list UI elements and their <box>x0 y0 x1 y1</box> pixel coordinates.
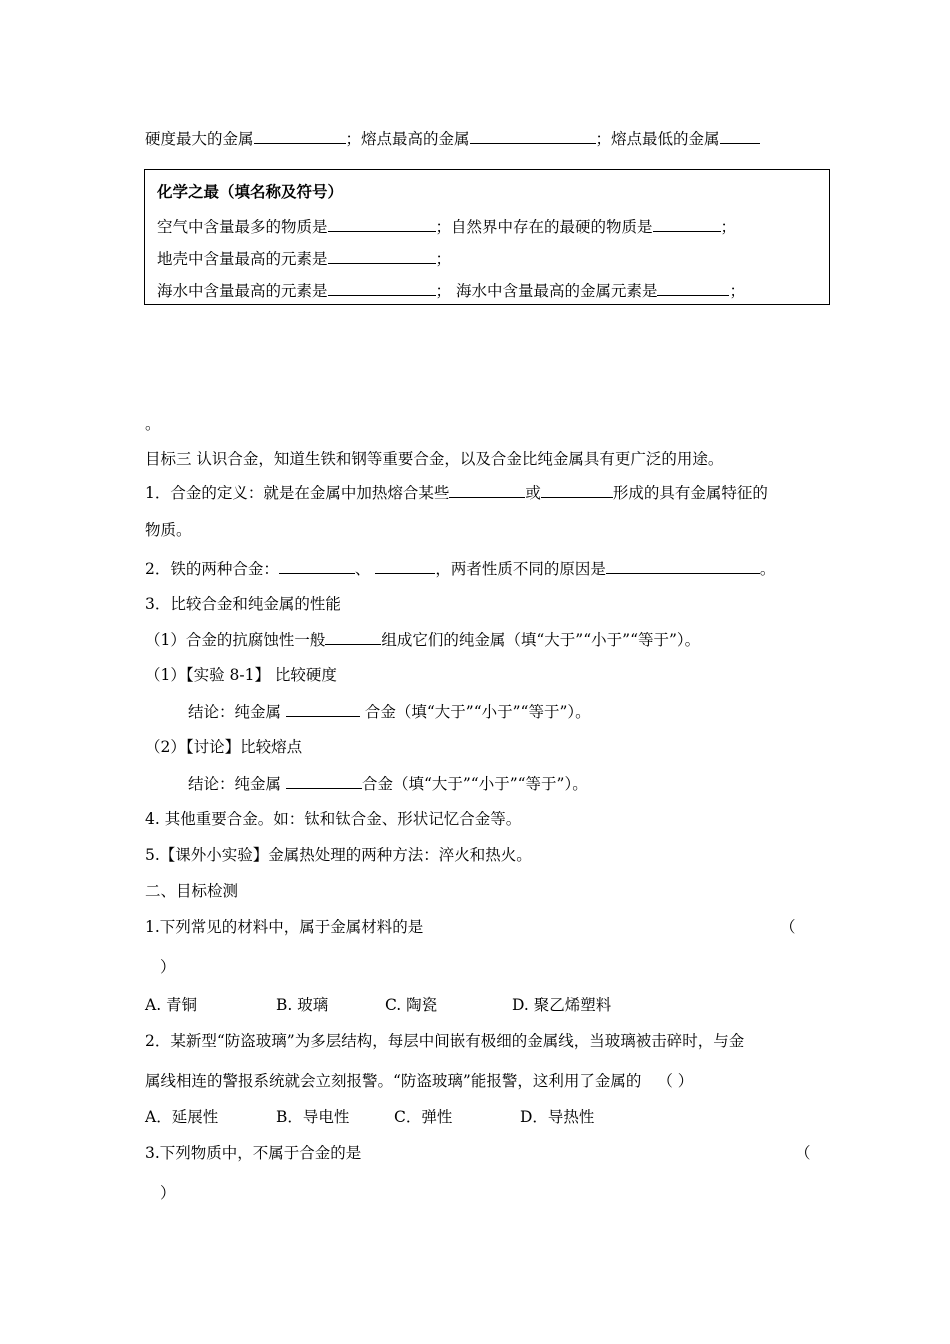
exp-concl-text-b: 合金（填“大于”“小于”“等于”）。 <box>359 703 591 721</box>
item1-text-a: 1．合金的定义：就是在金属中加热熔合某些 <box>145 484 450 502</box>
item-3-1 <box>145 629 700 650</box>
box-row-2 <box>157 248 451 269</box>
item-1-cont: 物质。 <box>145 521 192 539</box>
crust-most-blank[interactable] <box>328 248 436 264</box>
item-4: 4. 其他重要合金。如：钛和钛合金、形状记忆合金等。 <box>145 810 522 828</box>
question-3-open-paren: （ <box>795 1144 811 1162</box>
question-1-close-paren: ） <box>160 958 176 976</box>
lowest-melting-blank[interactable] <box>720 128 760 144</box>
q2-text: 属线相连的警报系统就会立刻报警。“防盗玻璃”能报警，这利用了金属的 <box>145 1072 642 1090</box>
sea-element-blank[interactable] <box>328 280 436 296</box>
q2-option-c[interactable]: C．弹性 <box>394 1108 453 1126</box>
item2-blank-3[interactable] <box>606 558 760 574</box>
box-title: 化学之最（填名称及符号） <box>157 182 344 201</box>
discussion-melting: （2）【讨论】比较熔点 <box>145 738 303 756</box>
box-row-1 <box>157 216 736 237</box>
question-1: 1.下列常见的材料中，属于金属材料的是 <box>145 918 424 936</box>
item3-1-blank[interactable] <box>325 629 381 645</box>
highest-melting-blank[interactable] <box>470 128 596 144</box>
item1-blank-1[interactable] <box>449 482 525 498</box>
hardest-metal-blank[interactable] <box>254 128 346 144</box>
item-1 <box>145 482 768 503</box>
item2-text-a: 2．铁的两种合金： <box>145 560 279 578</box>
item2-text-d: 。 <box>759 560 776 578</box>
q2-option-a[interactable]: A．延展性 <box>145 1108 219 1126</box>
discussion-conclusion <box>188 773 588 794</box>
crust-most-label: 地壳中含量最高的元素是 <box>157 250 328 268</box>
disc-concl-text-a: 结论：纯金属 <box>188 775 286 793</box>
question-2-line-1: 2．某新型“防盗玻璃”为多层结构，每层中间嵌有极细的金属线，当玻璃被击碎时，与金 <box>145 1032 745 1050</box>
section-two-heading: 二、目标检测 <box>145 882 239 900</box>
q1-option-a[interactable]: A. 青铜 <box>145 996 198 1014</box>
chemistry-superlatives-box <box>144 169 830 305</box>
row2-end: ； <box>435 250 452 268</box>
hardest-metal-label: 硬度最大的金属 <box>145 130 254 148</box>
experiment-conclusion <box>188 701 591 722</box>
hardest-substance-label: ；自然界中存在的最硬的物质是 <box>435 218 653 236</box>
item1-blank-2[interactable] <box>541 482 613 498</box>
item-2 <box>145 558 775 579</box>
question-3: 3.下列物质中，不属于合金的是 <box>145 1144 362 1162</box>
disc-concl-text-b: 合金（填“大于”“小于”“等于”）。 <box>361 775 588 793</box>
air-most-blank[interactable] <box>328 216 436 232</box>
question-2-line-2 <box>145 1071 693 1091</box>
row1-end: ； <box>720 218 737 236</box>
box-row-3 <box>157 280 745 301</box>
item-5: 5.【课外小实验】金属热处理的两种方法：淬火和热火。 <box>145 846 532 864</box>
hardest-metal-line <box>145 128 760 149</box>
item2-blank-1[interactable] <box>279 558 355 574</box>
item2-blank-2[interactable] <box>375 558 435 574</box>
exp-concl-blank[interactable] <box>286 701 360 717</box>
q1-option-c[interactable]: C. 陶瓷 <box>385 996 438 1014</box>
item-3: 3．比较合金和纯金属的性能 <box>145 595 341 613</box>
q2-option-d[interactable]: D．导热性 <box>520 1108 595 1126</box>
item2-text-c: ，两者性质不同的原因是 <box>435 560 606 578</box>
sea-element-label: 海水中含量最高的元素是 <box>157 282 328 300</box>
goal-three: 目标三 认识合金，知道生铁和钢等重要合金，以及合金比纯金属具有更广泛的用途。 <box>145 450 724 468</box>
disc-concl-blank[interactable] <box>286 773 362 789</box>
question-1-open-paren: （ <box>780 918 796 936</box>
highest-melting-label: ；熔点最高的金属 <box>345 130 470 148</box>
exp-concl-text-a: 结论：纯金属 <box>188 703 286 721</box>
item3-1-text-a: （1）合金的抗腐蚀性一般 <box>145 631 326 649</box>
sea-metal-blank[interactable] <box>657 280 729 296</box>
item1-text-b: 或 <box>525 484 541 502</box>
row3-end: ； <box>729 282 745 300</box>
item2-text-b: 、 <box>354 560 371 578</box>
q1-option-b[interactable]: B. 玻璃 <box>276 996 329 1014</box>
stray-mark: 。 <box>145 415 161 433</box>
q2-paren: （ ） <box>657 1072 694 1090</box>
q2-option-b[interactable]: B．导电性 <box>276 1108 350 1126</box>
air-most-label: 空气中含量最多的物质是 <box>157 218 328 236</box>
hardest-substance-blank[interactable] <box>653 216 721 232</box>
item1-text-c: 形成的具有金属特征的 <box>612 484 768 502</box>
item3-1-text-b: 组成它们的纯金属（填“大于”“小于”“等于”）。 <box>381 631 701 649</box>
q1-option-d[interactable]: D. 聚乙烯塑料 <box>512 996 612 1014</box>
sea-metal-label: ； 海水中含量最高的金属元素是 <box>435 282 658 300</box>
lowest-melting-label: ；熔点最低的金属 <box>595 130 720 148</box>
experiment-8-1: （1）【实验 8-1】 比较硬度 <box>145 666 337 684</box>
question-3-close-paren: ） <box>160 1184 176 1202</box>
